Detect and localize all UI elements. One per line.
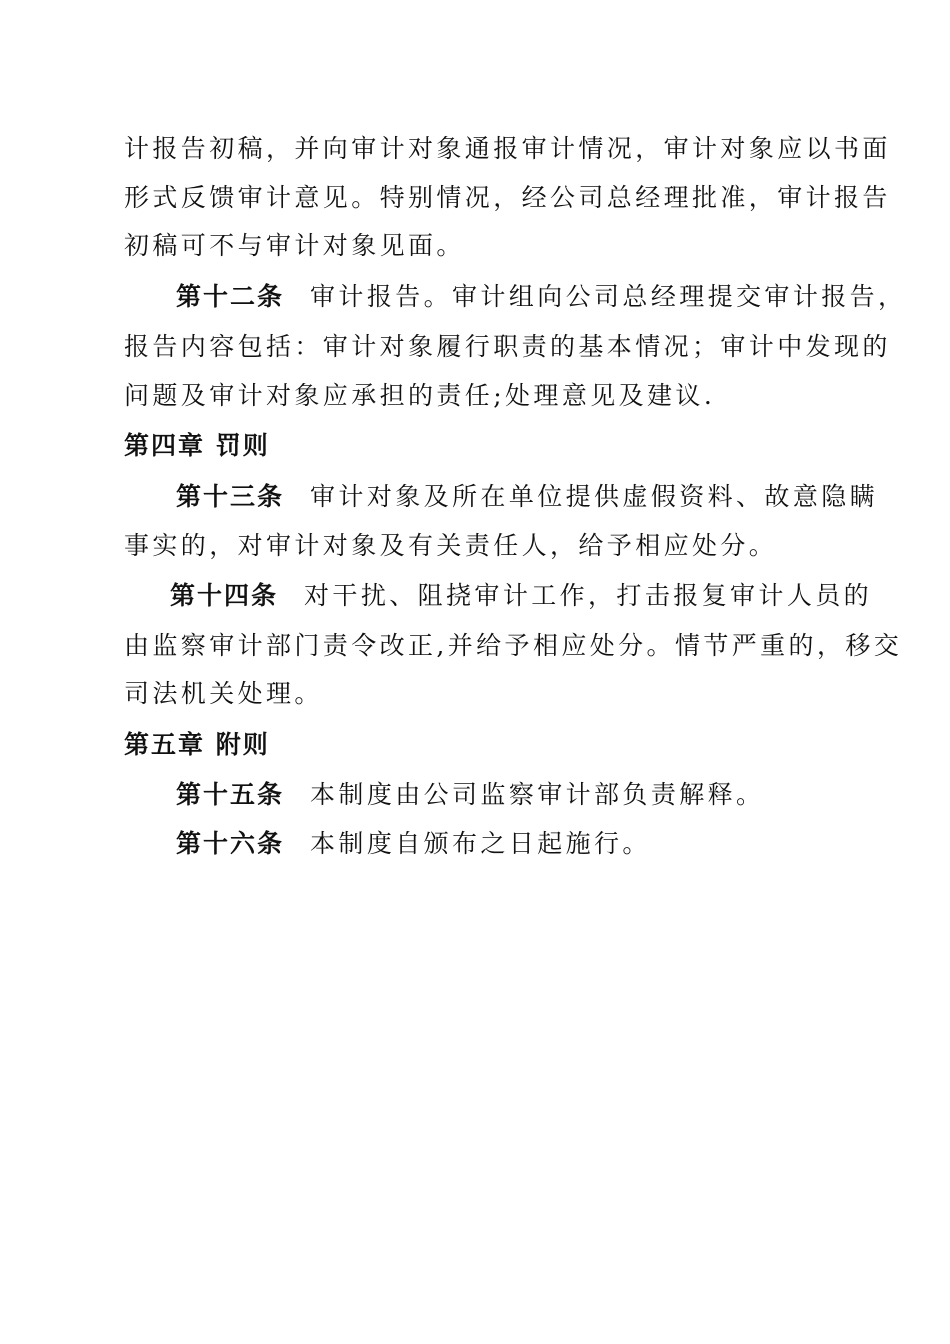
article-13 xyxy=(176,481,878,513)
chapter-5-heading: 第五章 附则 xyxy=(124,730,270,759)
article-15-title: 第十五条 xyxy=(176,780,285,809)
article-12 xyxy=(176,281,906,313)
article-12-title: 第十二条 xyxy=(176,282,285,311)
paragraph-line: 计报告初稿，并向审计对象通报审计情况，审计对象应以书面 xyxy=(124,134,891,163)
article-13-title: 第十三条 xyxy=(176,482,285,511)
chapter-4-heading: 第四章 罚则 xyxy=(124,431,270,460)
article-14-title: 第十四条 xyxy=(170,581,279,610)
article-16-text: 本制度自颁布之日起施行。 xyxy=(310,829,651,858)
paragraph-line: 问题及审计对象应承担的责任;处理意见及建议. xyxy=(124,381,716,410)
article-14 xyxy=(170,580,872,612)
paragraph-line: 形式反馈审计意见。特别情况，经公司总经理批准，审计报告 xyxy=(124,183,891,212)
article-14-text: 对干扰、阻挠审计工作，打击报复审计人员的 xyxy=(304,581,873,610)
article-15-text: 本制度由公司监察审计部负责解释。 xyxy=(310,780,765,809)
paragraph-line: 司法机关处理。 xyxy=(124,679,323,708)
paragraph-line: 由监察审计部门责令改正,并给予相应处分。情节严重的，移交 xyxy=(124,631,903,660)
article-16-title: 第十六条 xyxy=(176,829,285,858)
paragraph-line: 初稿可不与审计对象见面。 xyxy=(124,231,465,260)
article-15 xyxy=(176,779,764,811)
article-12-text: 审计报告。审计组向公司总经理提交审计报告， xyxy=(310,282,907,311)
article-13-text: 审计对象及所在单位提供虚假资料、故意隐瞒 xyxy=(310,482,879,511)
article-16 xyxy=(176,828,651,860)
paragraph-line: 事实的，对审计对象及有关责任人，给予相应处分。 xyxy=(124,531,778,560)
paragraph-line: 报告内容包括：审计对象履行职责的基本情况；审计中发现的 xyxy=(124,332,891,361)
